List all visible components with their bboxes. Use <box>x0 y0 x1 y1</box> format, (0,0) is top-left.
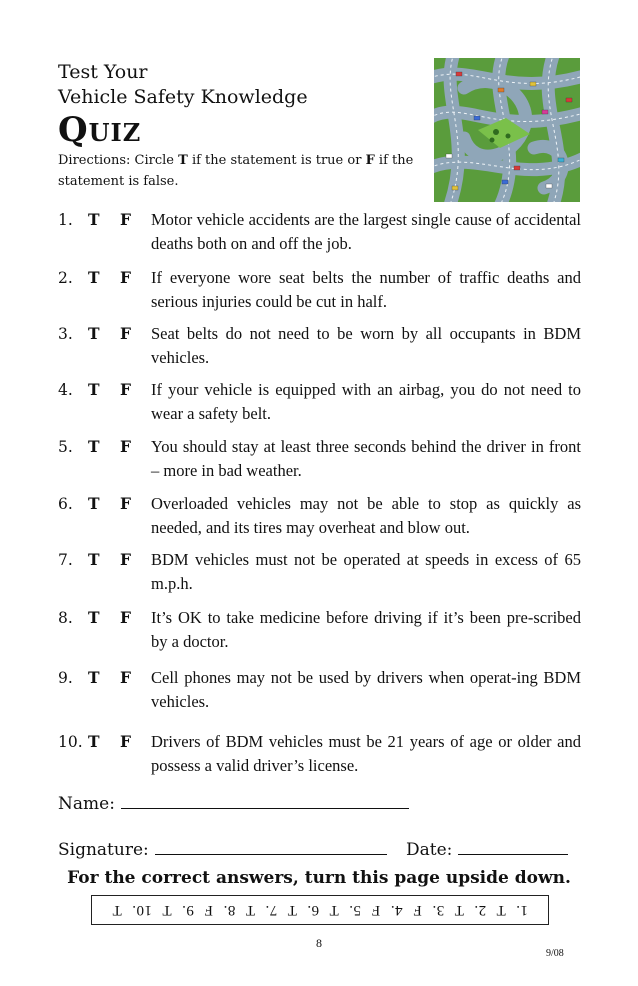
question-text: You should stay at least three seconds behind the driver in front – more in bad weather. <box>151 437 581 480</box>
question-text: Seat belts do not need to be worn by all occupants in BDM vehicles. <box>151 324 581 367</box>
highway-interchange-icon <box>434 58 580 202</box>
directions-true-letter: T <box>178 153 188 168</box>
false-option[interactable]: F <box>120 437 132 456</box>
question-text: If everyone wore seat belts the number of traffic deaths and serious injuries could be cut in half. <box>151 268 581 311</box>
question-4 <box>58 378 588 428</box>
true-option[interactable]: T <box>88 268 100 287</box>
signature-field <box>58 838 387 860</box>
version-date: 9/08 <box>546 948 564 959</box>
false-option[interactable]: F <box>120 608 132 627</box>
question-number: 7. <box>58 551 73 569</box>
question-number: 6. <box>58 495 73 513</box>
directions <box>58 150 438 192</box>
false-option[interactable]: F <box>120 494 132 513</box>
question-text: Overloaded vehicles may not be able to stop as quickly as needed, and its tires may overheat and blow out. <box>151 494 581 537</box>
question-6 <box>58 492 588 542</box>
page-number: 8 <box>316 936 322 950</box>
question-10 <box>58 730 588 780</box>
true-option[interactable]: T <box>88 494 100 513</box>
name-input-line[interactable] <box>121 792 409 809</box>
false-option[interactable]: F <box>120 210 132 229</box>
false-option[interactable]: F <box>120 550 132 569</box>
true-option[interactable]: T <box>88 608 100 627</box>
name-field <box>58 792 409 814</box>
question-text: Motor vehicle accidents are the largest single cause of accidental deaths both on and off the job. <box>151 210 581 253</box>
question-text: If your vehicle is equipped with an airbag, you do not need to wear a safety belt. <box>151 380 581 423</box>
question-number: 10. <box>58 733 83 751</box>
question-number: 2. <box>58 269 73 287</box>
question-number: 1. <box>58 211 73 229</box>
true-option[interactable]: T <box>88 668 100 687</box>
question-3 <box>58 322 588 372</box>
date-label: Date: <box>406 840 453 860</box>
question-5 <box>58 435 588 485</box>
quiz-title: Quiz <box>58 110 142 150</box>
answer-key-upside-down: 1. T 2. T 3. F 4. F 5. T 6. T 7. T 8. F 9. T 10. T <box>112 902 528 919</box>
true-option[interactable]: T <box>88 550 100 569</box>
question-1 <box>58 208 588 258</box>
name-label: Name: <box>58 794 115 814</box>
date-input-line[interactable] <box>458 838 568 855</box>
false-option[interactable]: F <box>120 732 132 751</box>
question-text: Drivers of BDM vehicles must be 21 years of age or older and possess a valid driver’s license. <box>151 732 581 775</box>
signature-label: Signature: <box>58 840 149 860</box>
header-line-1: Test Your <box>58 61 148 83</box>
true-option[interactable]: T <box>88 732 100 751</box>
question-2 <box>58 266 588 316</box>
question-9 <box>58 666 588 716</box>
question-text: Cell phones may not be used by drivers when operat-ing BDM vehicles. <box>151 668 581 711</box>
answer-key-box <box>91 895 549 925</box>
date-field <box>406 838 568 860</box>
false-option[interactable]: F <box>120 324 132 343</box>
true-option[interactable]: T <box>88 437 100 456</box>
question-text: BDM vehicles must not be operated at speeds in excess of 65 m.p.h. <box>151 550 581 593</box>
header-line-2: Vehicle Safety Knowledge <box>58 86 308 108</box>
signature-input-line[interactable] <box>155 838 387 855</box>
question-7 <box>58 548 588 598</box>
false-option[interactable]: F <box>120 380 132 399</box>
highway-interchange-illustration <box>434 58 580 202</box>
true-option[interactable]: T <box>88 324 100 343</box>
answers-note: For the correct answers, turn this page upside down. <box>67 868 571 888</box>
question-8 <box>58 606 588 656</box>
directions-suffix: if the statement is false. <box>58 153 414 189</box>
question-number: 4. <box>58 381 73 399</box>
true-option[interactable]: T <box>88 210 100 229</box>
question-number: 5. <box>58 438 73 456</box>
question-number: 3. <box>58 325 73 343</box>
directions-false-letter: F <box>365 153 375 168</box>
directions-prefix: Directions: Circle <box>58 153 179 168</box>
false-option[interactable]: F <box>120 668 132 687</box>
false-option[interactable]: F <box>120 268 132 287</box>
directions-middle: if the statement is true or <box>187 153 366 168</box>
question-number: 8. <box>58 609 73 627</box>
true-option[interactable]: T <box>88 380 100 399</box>
question-number: 9. <box>58 669 73 687</box>
question-text: It’s OK to take medicine before driving if it’s been pre-scribed by a doctor. <box>151 608 581 651</box>
